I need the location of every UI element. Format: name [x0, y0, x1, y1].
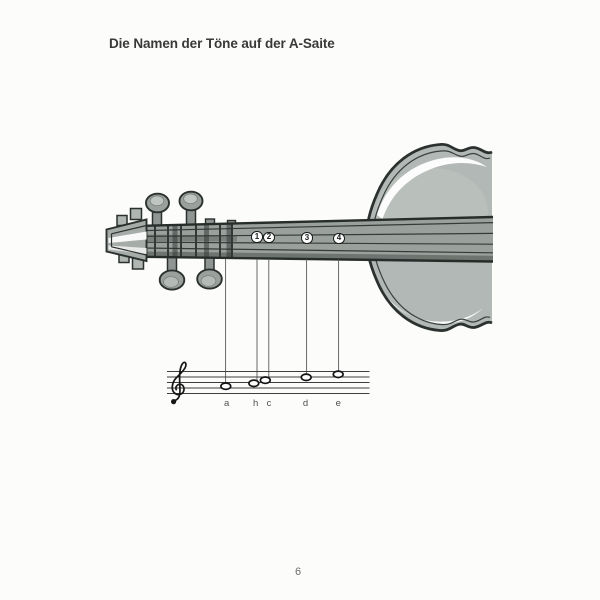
peg-knob-highlight	[150, 196, 164, 206]
page-number: 6	[294, 566, 302, 578]
pegbox-block	[173, 225, 178, 258]
note-a	[221, 383, 231, 389]
note-label-c: c	[266, 397, 272, 409]
pegbox-block	[204, 224, 209, 257]
note-d	[301, 374, 311, 380]
note-label-h: h	[253, 397, 259, 409]
note-h	[249, 380, 259, 386]
note-label-a: a	[224, 397, 230, 409]
peg-knob-highlight	[184, 194, 198, 204]
finger-marker-4-label: 4	[336, 233, 342, 243]
page-title: Die Namen der Töne auf der A-Saite	[109, 36, 335, 51]
finger-marker-1	[251, 231, 262, 242]
finger-marker-2-label: 2	[266, 232, 272, 242]
note-label-d: d	[302, 397, 309, 409]
peg-knob-highlight	[164, 277, 179, 288]
indicator-lines	[226, 259, 339, 383]
note-e	[333, 371, 343, 377]
note-label-e: e	[335, 397, 341, 409]
treble-clef-icon	[171, 362, 186, 404]
finger-marker-2	[263, 232, 274, 243]
finger-marker-3	[301, 232, 312, 243]
finger-marker-1-label: 1	[254, 231, 260, 241]
note-c	[260, 377, 270, 383]
pegbox-block	[227, 224, 232, 258]
finger-marker-4	[333, 233, 344, 244]
finger-marker-3-label: 3	[304, 232, 310, 242]
whole-notes	[221, 371, 343, 389]
violin-scroll	[107, 209, 147, 270]
fingerboard	[143, 217, 494, 262]
peg-knob-highlight	[201, 276, 216, 287]
scroll-step	[131, 209, 142, 220]
